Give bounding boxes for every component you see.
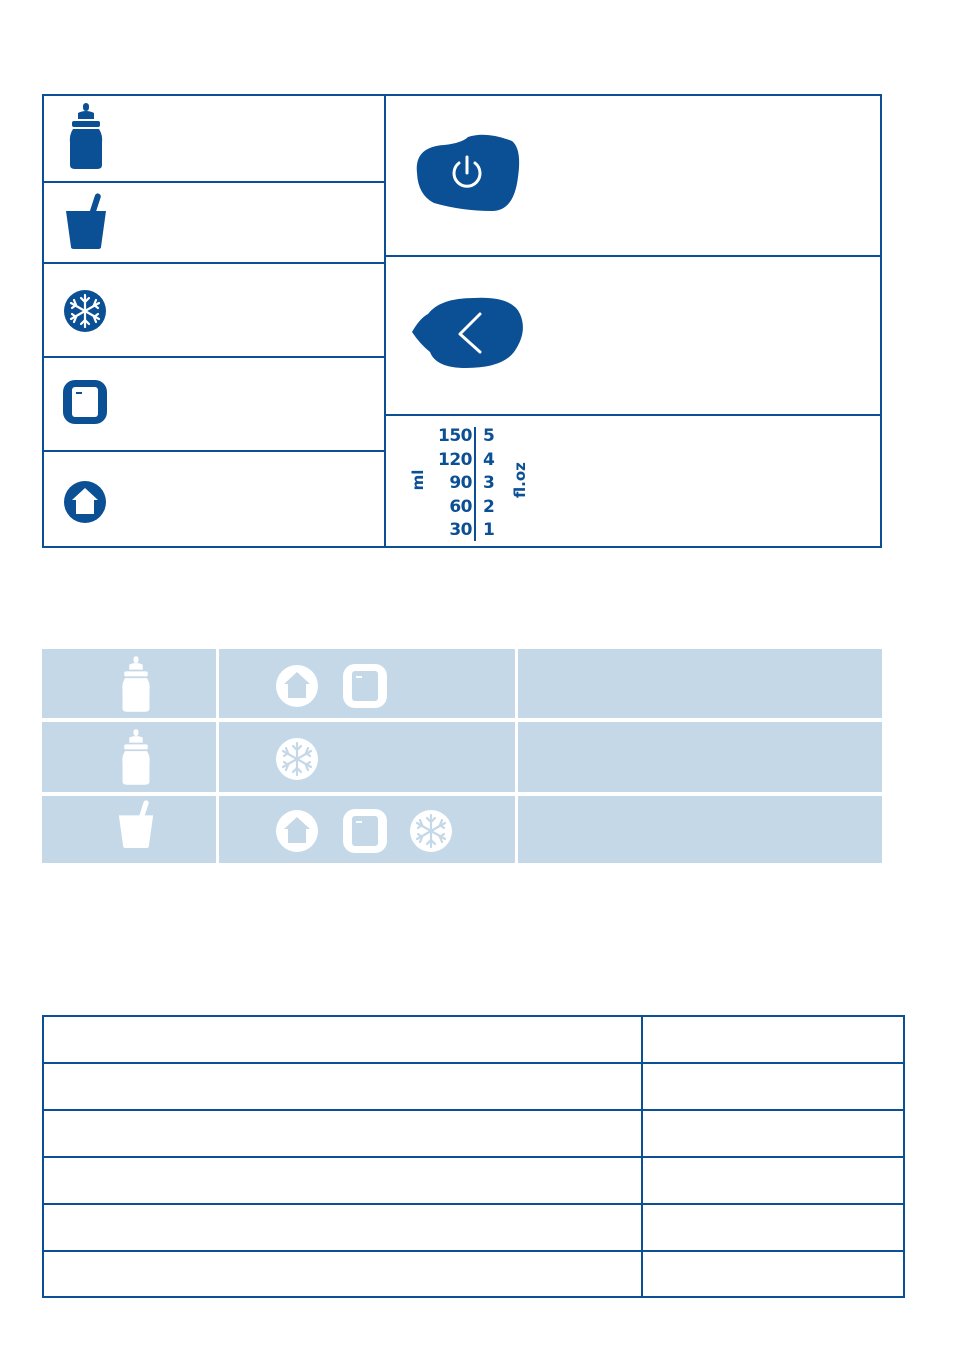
ml-value: 90 bbox=[449, 473, 472, 493]
unit-ml-label: ml bbox=[409, 469, 427, 491]
bottle-icon bbox=[120, 653, 152, 715]
table-border bbox=[903, 1015, 905, 1298]
food-jar-icon bbox=[64, 193, 108, 249]
settings-row bbox=[518, 796, 882, 863]
fridge-icon bbox=[343, 809, 387, 853]
frozen-snowflake-icon bbox=[275, 737, 319, 781]
settings-row bbox=[518, 649, 882, 718]
table-border bbox=[42, 1015, 44, 1298]
oz-value: 4 bbox=[483, 449, 495, 470]
settings-row bbox=[518, 722, 882, 792]
ml-values bbox=[436, 425, 472, 543]
table-border bbox=[42, 1296, 905, 1298]
oz-value: 5 bbox=[483, 426, 495, 446]
table-border bbox=[42, 1015, 905, 1017]
frozen-snowflake-icon bbox=[409, 809, 453, 853]
power-button[interactable] bbox=[414, 133, 522, 213]
oz-values bbox=[483, 425, 503, 543]
room-temperature-house-icon bbox=[275, 809, 319, 853]
food-jar-icon bbox=[117, 800, 155, 848]
ml-value: 30 bbox=[449, 520, 472, 540]
settings-row bbox=[219, 722, 515, 792]
fridge-icon bbox=[343, 664, 387, 708]
room-temperature-house-icon bbox=[275, 664, 319, 708]
table-row-border bbox=[42, 1156, 905, 1158]
oz-value: 2 bbox=[483, 496, 495, 517]
table-row-border bbox=[42, 1250, 905, 1252]
ml-value: 60 bbox=[449, 496, 472, 517]
unit-oz-label: fl.oz bbox=[511, 462, 529, 498]
fridge-icon bbox=[63, 380, 107, 424]
room-temperature-house-icon bbox=[63, 480, 107, 524]
ml-value: 120 bbox=[438, 449, 472, 470]
scale-divider bbox=[474, 427, 476, 541]
table-row-border bbox=[42, 1109, 905, 1111]
table-column-border bbox=[641, 1015, 643, 1298]
frozen-snowflake-icon bbox=[63, 289, 107, 333]
back-button[interactable] bbox=[410, 296, 524, 370]
oz-value: 3 bbox=[483, 473, 495, 493]
table-row-border bbox=[42, 1203, 905, 1205]
ml-value: 150 bbox=[438, 426, 472, 446]
bottle-icon bbox=[120, 726, 152, 788]
table-row-border bbox=[42, 1062, 905, 1064]
oz-value: 1 bbox=[483, 520, 495, 540]
bottle-icon bbox=[67, 101, 105, 171]
volume-scale bbox=[408, 425, 538, 543]
